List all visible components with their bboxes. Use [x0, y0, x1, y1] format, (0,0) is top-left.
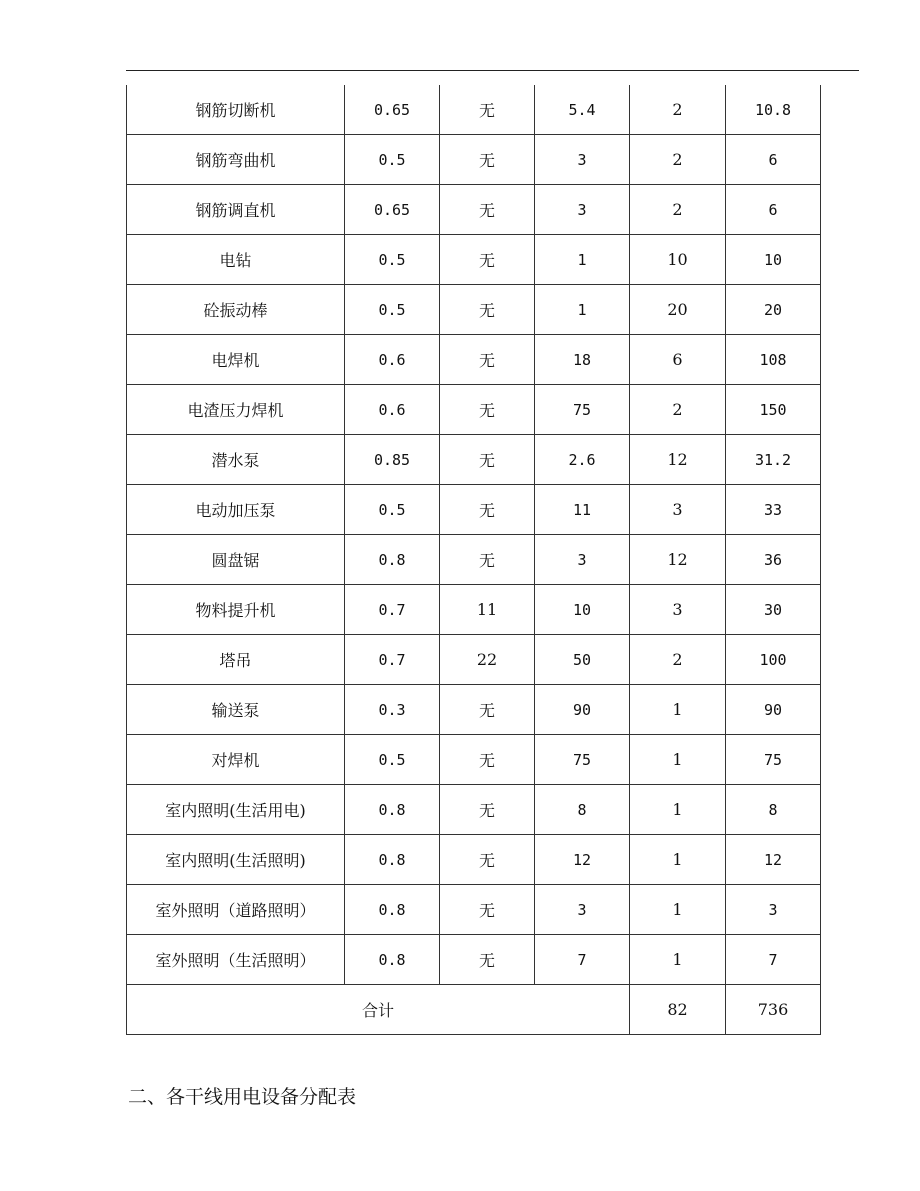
quantity-cell: 1: [630, 785, 726, 835]
col3-cell: 无: [440, 785, 535, 835]
table-row: [127, 885, 821, 935]
quantity-cell: 2: [630, 185, 726, 235]
unit-power-cell: 3: [535, 135, 630, 185]
unit-power-cell: 90: [535, 685, 630, 735]
table-row: [127, 135, 821, 185]
equipment-name-cell: 电渣压力焊机: [127, 385, 345, 435]
unit-power-cell: 50: [535, 635, 630, 685]
table-row: [127, 635, 821, 685]
col3-cell: 无: [440, 335, 535, 385]
unit-power-cell: 5.4: [535, 85, 630, 135]
total-power-cell: 90: [726, 685, 821, 735]
col3-cell: 11: [440, 585, 535, 635]
total-power-cell: 3: [726, 885, 821, 935]
table-row: [127, 735, 821, 785]
quantity-cell: 1: [630, 935, 726, 985]
total-row: [127, 985, 821, 1035]
header-rule: [126, 70, 859, 71]
quantity-cell: 1: [630, 885, 726, 935]
demand-factor-cell: 0.8: [345, 535, 440, 585]
equipment-name-cell: 室内照明(生活照明): [127, 835, 345, 885]
demand-factor-cell: 0.65: [345, 85, 440, 135]
quantity-cell: 2: [630, 85, 726, 135]
total-power-cell: 8: [726, 785, 821, 835]
table-row: [127, 185, 821, 235]
quantity-cell: 3: [630, 485, 726, 535]
col3-cell: 无: [440, 885, 535, 935]
table-row: [127, 835, 821, 885]
demand-factor-cell: 0.6: [345, 335, 440, 385]
col3-cell: 无: [440, 85, 535, 135]
unit-power-cell: 12: [535, 835, 630, 885]
equipment-name-cell: 钢筋切断机: [127, 85, 345, 135]
unit-power-cell: 10: [535, 585, 630, 635]
col3-cell: 无: [440, 285, 535, 335]
table-row: [127, 435, 821, 485]
unit-power-cell: 1: [535, 285, 630, 335]
unit-power-cell: 7: [535, 935, 630, 985]
total-power-cell: 150: [726, 385, 821, 435]
col3-cell: 无: [440, 535, 535, 585]
unit-power-cell: 75: [535, 735, 630, 785]
col3-cell: 22: [440, 635, 535, 685]
unit-power-cell: 2.6: [535, 435, 630, 485]
quantity-cell: 2: [630, 635, 726, 685]
unit-power-cell: 75: [535, 385, 630, 435]
unit-power-cell: 3: [535, 185, 630, 235]
demand-factor-cell: 0.5: [345, 235, 440, 285]
quantity-cell: 6: [630, 335, 726, 385]
demand-factor-cell: 0.8: [345, 935, 440, 985]
unit-power-cell: 1: [535, 235, 630, 285]
equipment-load-table: [126, 85, 821, 1035]
demand-factor-cell: 0.7: [345, 585, 440, 635]
quantity-cell: 12: [630, 535, 726, 585]
demand-factor-cell: 0.65: [345, 185, 440, 235]
total-power: 736: [726, 985, 821, 1035]
table-row: [127, 485, 821, 535]
total-label: 合计: [127, 985, 630, 1035]
quantity-cell: 20: [630, 285, 726, 335]
total-power-cell: 75: [726, 735, 821, 785]
col3-cell: 无: [440, 185, 535, 235]
equipment-name-cell: 圆盘锯: [127, 535, 345, 585]
demand-factor-cell: 0.6: [345, 385, 440, 435]
demand-factor-cell: 0.5: [345, 735, 440, 785]
demand-factor-cell: 0.8: [345, 835, 440, 885]
demand-factor-cell: 0.5: [345, 485, 440, 535]
total-power-cell: 10.8: [726, 85, 821, 135]
equipment-name-cell: 室内照明(生活用电): [127, 785, 345, 835]
col3-cell: 无: [440, 835, 535, 885]
quantity-cell: 12: [630, 435, 726, 485]
equipment-name-cell: 塔吊: [127, 635, 345, 685]
table-row: [127, 385, 821, 435]
equipment-name-cell: 电动加压泵: [127, 485, 345, 535]
total-power-cell: 7: [726, 935, 821, 985]
unit-power-cell: 3: [535, 535, 630, 585]
equipment-name-cell: 钢筋弯曲机: [127, 135, 345, 185]
col3-cell: 无: [440, 685, 535, 735]
total-power-cell: 36: [726, 535, 821, 585]
equipment-name-cell: 室外照明（道路照明）: [127, 885, 345, 935]
table-row: [127, 335, 821, 385]
unit-power-cell: 3: [535, 885, 630, 935]
equipment-name-cell: 砼振动棒: [127, 285, 345, 335]
equipment-name-cell: 对焊机: [127, 735, 345, 785]
col3-cell: 无: [440, 935, 535, 985]
table-row: [127, 785, 821, 835]
demand-factor-cell: 0.5: [345, 135, 440, 185]
quantity-cell: 2: [630, 385, 726, 435]
table-row: [127, 85, 821, 135]
table-row: [127, 535, 821, 585]
equipment-name-cell: 电焊机: [127, 335, 345, 385]
demand-factor-cell: 0.8: [345, 785, 440, 835]
quantity-cell: 1: [630, 735, 726, 785]
unit-power-cell: 11: [535, 485, 630, 535]
demand-factor-cell: 0.7: [345, 635, 440, 685]
total-count: 82: [630, 985, 726, 1035]
total-power-cell: 33: [726, 485, 821, 535]
demand-factor-cell: 0.85: [345, 435, 440, 485]
total-power-cell: 6: [726, 135, 821, 185]
equipment-table-body: [127, 85, 821, 1035]
col3-cell: 无: [440, 485, 535, 535]
table-row: [127, 935, 821, 985]
equipment-name-cell: 潜水泵: [127, 435, 345, 485]
equipment-name-cell: 室外照明（生活照明）: [127, 935, 345, 985]
quantity-cell: 10: [630, 235, 726, 285]
col3-cell: 无: [440, 435, 535, 485]
total-power-cell: 30: [726, 585, 821, 635]
total-power-cell: 20: [726, 285, 821, 335]
quantity-cell: 2: [630, 135, 726, 185]
quantity-cell: 3: [630, 585, 726, 635]
equipment-name-cell: 输送泵: [127, 685, 345, 735]
total-power-cell: 6: [726, 185, 821, 235]
demand-factor-cell: 0.5: [345, 285, 440, 335]
table-row: [127, 235, 821, 285]
total-power-cell: 12: [726, 835, 821, 885]
col3-cell: 无: [440, 385, 535, 435]
col3-cell: 无: [440, 235, 535, 285]
quantity-cell: 1: [630, 835, 726, 885]
total-power-cell: 31.2: [726, 435, 821, 485]
total-power-cell: 100: [726, 635, 821, 685]
equipment-name-cell: 电钻: [127, 235, 345, 285]
unit-power-cell: 8: [535, 785, 630, 835]
total-power-cell: 108: [726, 335, 821, 385]
demand-factor-cell: 0.8: [345, 885, 440, 935]
table-row: [127, 685, 821, 735]
equipment-name-cell: 钢筋调直机: [127, 185, 345, 235]
equipment-name-cell: 物料提升机: [127, 585, 345, 635]
table-row: [127, 285, 821, 335]
col3-cell: 无: [440, 735, 535, 785]
total-power-cell: 10: [726, 235, 821, 285]
col3-cell: 无: [440, 135, 535, 185]
unit-power-cell: 18: [535, 335, 630, 385]
table-row: [127, 585, 821, 635]
quantity-cell: 1: [630, 685, 726, 735]
section-heading: 二、各干线用电设备分配表: [128, 1086, 357, 1108]
demand-factor-cell: 0.3: [345, 685, 440, 735]
